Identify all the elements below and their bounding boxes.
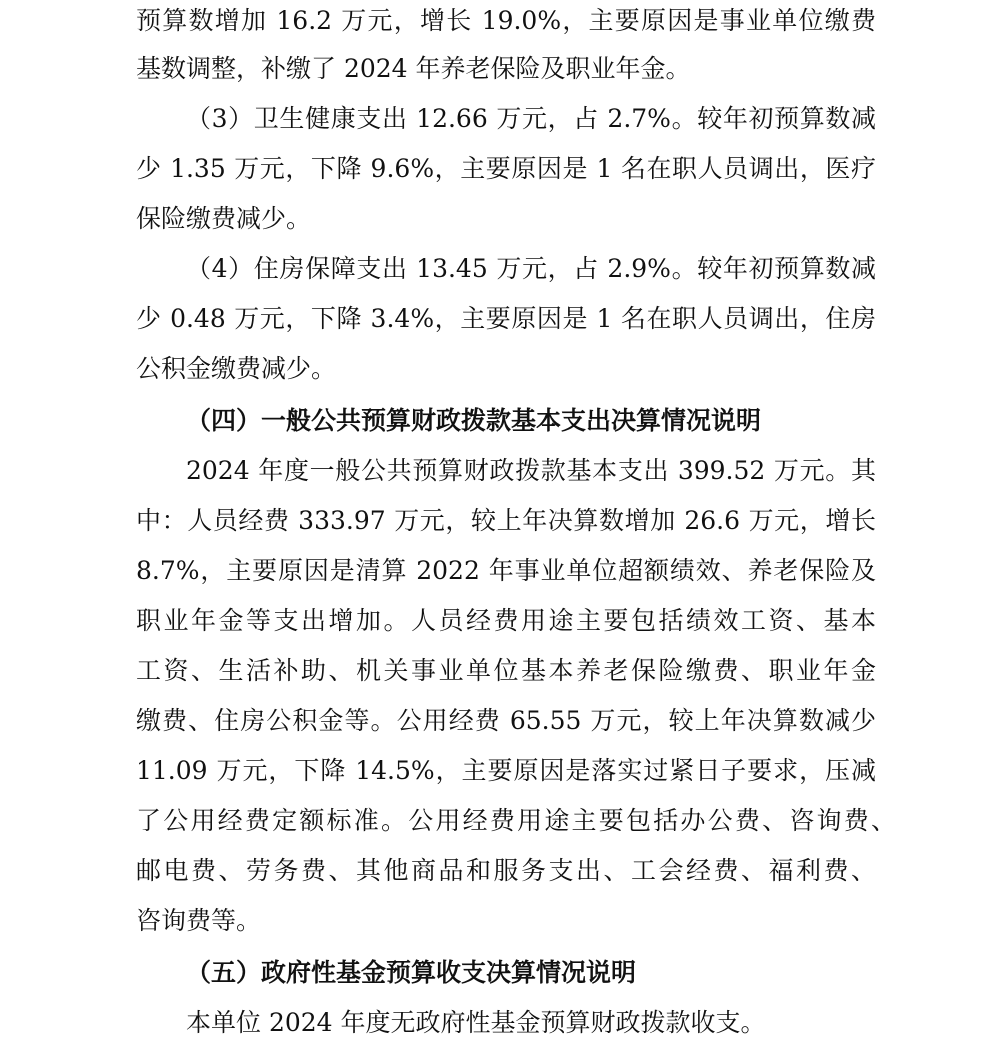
paragraph-line: 少 1.35 万元，下降 9.6%，主要原因是 1 名在职人员调出，医疗 [136, 154, 876, 183]
paragraph-line: 职业年金等支出增加。人员经费用途主要包括绩效工资、基本 [136, 606, 876, 635]
paragraph-line: 少 0.48 万元，下降 3.4%，主要原因是 1 名在职人员调出，住房 [136, 304, 876, 333]
paragraph-line: 2024 年度一般公共预算财政拨款基本支出 399.52 万元。其 [186, 456, 876, 485]
paragraph-line: 预算数增加 16.2 万元，增长 19.0%，主要原因是事业单位缴费 [136, 6, 876, 35]
paragraph-line: （4）住房保障支出 13.45 万元，占 2.9%。较年初预算数减 [186, 254, 876, 283]
paragraph-line: 工资、生活补助、机关事业单位基本养老保险缴费、职业年金 [136, 656, 876, 685]
paragraph-line: 邮电费、劳务费、其他商品和服务支出、工会经费、福利费、 [136, 856, 876, 885]
paragraph-line: 中：人员经费 333.97 万元，较上年决算数增加 26.6 万元，增长 [136, 506, 876, 535]
paragraph-line: 公积金缴费减少。 [136, 354, 337, 383]
paragraph-line: 缴费、住房公积金等。公用经费 65.55 万元，较上年决算数减少 [136, 706, 876, 735]
paragraph-line: 保险缴费减少。 [136, 204, 312, 233]
paragraph-line: 本单位 2024 年度无政府性基金预算财政拨款收支。 [186, 1008, 766, 1037]
paragraph-line: 基数调整，补缴了 2024 年养老保险及职业年金。 [136, 54, 691, 83]
paragraph-line: 了公用经费定额标准。公用经费用途主要包括办公费、咨询费、 [136, 806, 896, 835]
section-heading: （五）政府性基金预算收支决算情况说明 [186, 958, 637, 987]
paragraph-line: 咨询费等。 [136, 906, 262, 935]
section-heading: （四）一般公共预算财政拨款基本支出决算情况说明 [186, 406, 762, 435]
paragraph-line: 8.7%，主要原因是清算 2022 年事业单位超额绩效、养老保险及 [136, 556, 876, 585]
paragraph-line: （3）卫生健康支出 12.66 万元，占 2.7%。较年初预算数减 [186, 104, 876, 133]
paragraph-line: 11.09 万元，下降 14.5%，主要原因是落实过紧日子要求，压减 [136, 756, 876, 785]
